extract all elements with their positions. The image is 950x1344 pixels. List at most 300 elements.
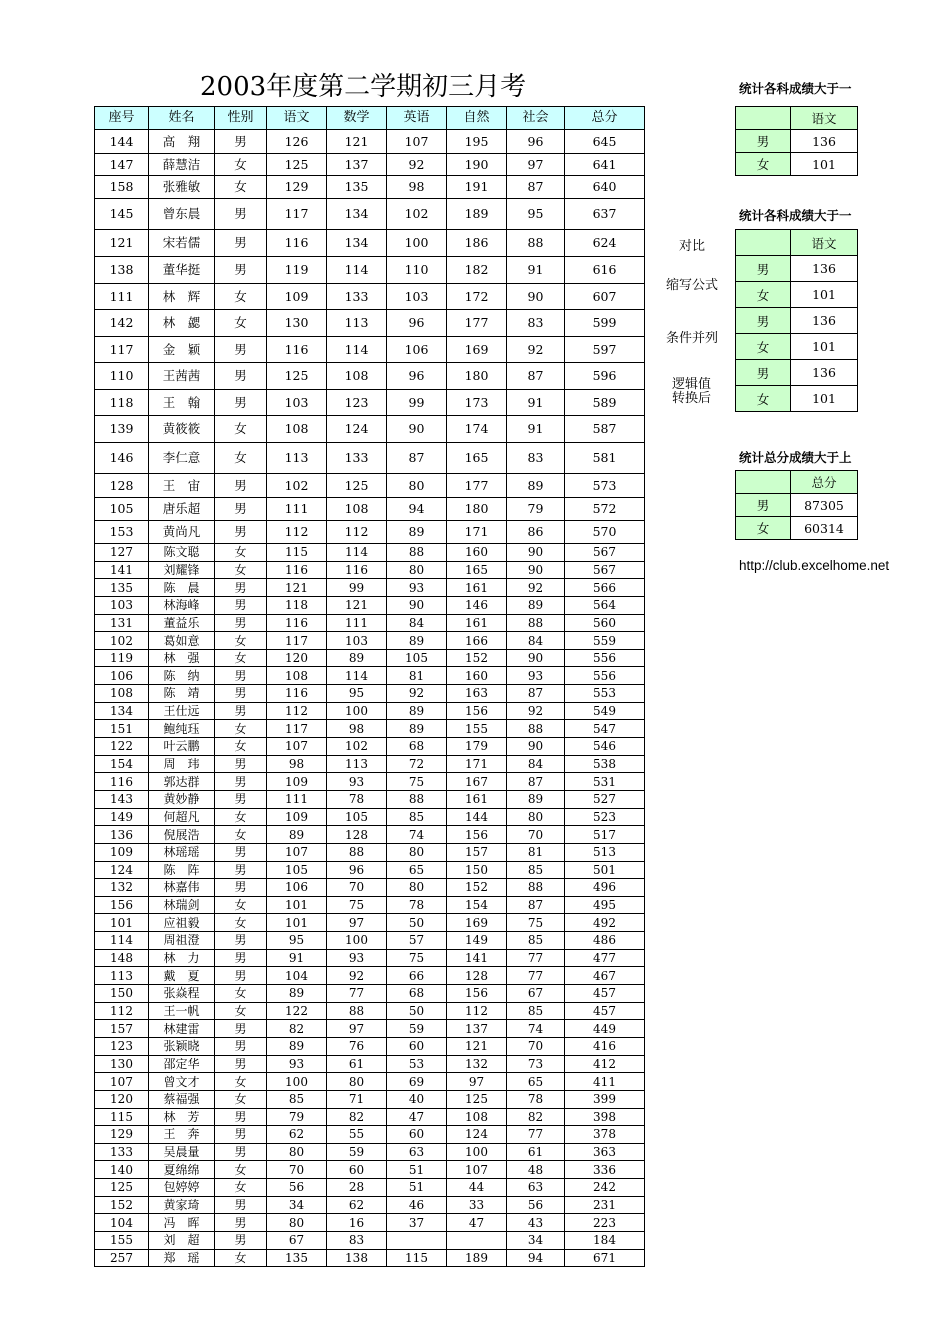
- cell-math[interactable]: 111: [327, 614, 387, 632]
- cell-total[interactable]: 336: [565, 1161, 645, 1179]
- cell-science[interactable]: 107: [447, 1161, 507, 1179]
- cell-total[interactable]: 637: [565, 199, 645, 230]
- cell-math[interactable]: 112: [327, 521, 387, 544]
- cell-chinese[interactable]: 85: [267, 1090, 327, 1108]
- cell-chinese[interactable]: 118: [267, 596, 327, 614]
- cell-seat[interactable]: 122: [95, 738, 149, 756]
- cell-chinese[interactable]: 102: [267, 474, 327, 498]
- cell-english[interactable]: 60: [387, 1037, 447, 1055]
- cell-seat[interactable]: 149: [95, 808, 149, 826]
- cell-english[interactable]: 87: [387, 443, 447, 474]
- cell-name[interactable]: 倪展浩: [149, 826, 215, 844]
- cell-chinese[interactable]: 109: [267, 284, 327, 310]
- cell-chinese[interactable]: 112: [267, 702, 327, 720]
- cell-math[interactable]: 124: [327, 416, 387, 443]
- cell-total[interactable]: 573: [565, 474, 645, 498]
- cell-seat[interactable]: 152: [95, 1196, 149, 1214]
- cell-name[interactable]: 陈 纳: [149, 667, 215, 685]
- cell-math[interactable]: 138: [327, 1249, 387, 1267]
- cell-math[interactable]: 102: [327, 738, 387, 756]
- cell-seat[interactable]: 132: [95, 879, 149, 897]
- cell-math[interactable]: 82: [327, 1108, 387, 1126]
- cell-gender[interactable]: 女: [215, 1073, 267, 1091]
- cell-social[interactable]: 56: [507, 1196, 565, 1214]
- cell-name[interactable]: 邵定华: [149, 1055, 215, 1073]
- cell-name[interactable]: 林嘉伟: [149, 879, 215, 897]
- cell-science[interactable]: 165: [447, 561, 507, 579]
- cell-social[interactable]: 88: [507, 614, 565, 632]
- cell-science[interactable]: 47: [447, 1214, 507, 1232]
- stats1-gender-female[interactable]: 女: [736, 153, 791, 176]
- cell-total[interactable]: 570: [565, 521, 645, 544]
- cell-total[interactable]: 527: [565, 790, 645, 808]
- cell-math[interactable]: 113: [327, 755, 387, 773]
- cell-math[interactable]: 78: [327, 790, 387, 808]
- cell-science[interactable]: 161: [447, 579, 507, 597]
- stats3-gender-male[interactable]: 男: [736, 494, 791, 517]
- cell-english[interactable]: 37: [387, 1214, 447, 1232]
- stats2-gender[interactable]: 女: [736, 386, 791, 412]
- cell-social[interactable]: 77: [507, 1126, 565, 1144]
- cell-math[interactable]: 97: [327, 1020, 387, 1038]
- cell-name[interactable]: 董益乐: [149, 614, 215, 632]
- cell-english[interactable]: 88: [387, 790, 447, 808]
- cell-name[interactable]: 林 力: [149, 949, 215, 967]
- cell-chinese[interactable]: 70: [267, 1161, 327, 1179]
- cell-english[interactable]: 75: [387, 949, 447, 967]
- cell-gender[interactable]: 男: [215, 967, 267, 985]
- cell-seat[interactable]: 153: [95, 521, 149, 544]
- stats1-header[interactable]: 语文: [791, 107, 858, 130]
- cell-name[interactable]: 王 宙: [149, 474, 215, 498]
- cell-total[interactable]: 607: [565, 284, 645, 310]
- cell-science[interactable]: 124: [447, 1126, 507, 1144]
- cell-seat[interactable]: 117: [95, 337, 149, 363]
- cell-english[interactable]: 50: [387, 1002, 447, 1020]
- cell-english[interactable]: 98: [387, 176, 447, 199]
- cell-chinese[interactable]: 111: [267, 498, 327, 521]
- cell-total[interactable]: 223: [565, 1214, 645, 1232]
- stats2-value[interactable]: 136: [791, 308, 858, 334]
- cell-science[interactable]: 146: [447, 596, 507, 614]
- cell-chinese[interactable]: 107: [267, 738, 327, 756]
- cell-english[interactable]: 84: [387, 614, 447, 632]
- cell-science[interactable]: 190: [447, 154, 507, 176]
- cell-english[interactable]: 80: [387, 474, 447, 498]
- cell-social[interactable]: 89: [507, 596, 565, 614]
- cell-gender[interactable]: 男: [215, 1196, 267, 1214]
- cell-name[interactable]: 郑 瑶: [149, 1249, 215, 1267]
- cell-gender[interactable]: 男: [215, 130, 267, 154]
- cell-science[interactable]: 174: [447, 416, 507, 443]
- cell-seat[interactable]: 157: [95, 1020, 149, 1038]
- cell-total[interactable]: 184: [565, 1231, 645, 1249]
- cell-seat[interactable]: 108: [95, 685, 149, 703]
- stats2-gender[interactable]: 女: [736, 282, 791, 308]
- cell-chinese[interactable]: 104: [267, 967, 327, 985]
- cell-gender[interactable]: 男: [215, 843, 267, 861]
- cell-name[interactable]: 林瑞剑: [149, 896, 215, 914]
- cell-seat[interactable]: 145: [95, 199, 149, 230]
- cell-social[interactable]: 89: [507, 790, 565, 808]
- cell-chinese[interactable]: 109: [267, 808, 327, 826]
- cell-science[interactable]: 125: [447, 1090, 507, 1108]
- cell-name[interactable]: 李仁意: [149, 443, 215, 474]
- cell-gender[interactable]: 女: [215, 826, 267, 844]
- cell-chinese[interactable]: 108: [267, 416, 327, 443]
- cell-gender[interactable]: 男: [215, 790, 267, 808]
- cell-name[interactable]: 黄筱筱: [149, 416, 215, 443]
- cell-name[interactable]: 王 翰: [149, 390, 215, 416]
- cell-name[interactable]: 薛慧洁: [149, 154, 215, 176]
- cell-math[interactable]: 134: [327, 230, 387, 257]
- cell-chinese[interactable]: 93: [267, 1055, 327, 1073]
- stats2-value[interactable]: 136: [791, 360, 858, 386]
- cell-seat[interactable]: 118: [95, 390, 149, 416]
- cell-math[interactable]: 16: [327, 1214, 387, 1232]
- cell-social[interactable]: 70: [507, 1037, 565, 1055]
- cell-seat[interactable]: 148: [95, 949, 149, 967]
- cell-social[interactable]: 34: [507, 1231, 565, 1249]
- cell-english[interactable]: 68: [387, 738, 447, 756]
- cell-total[interactable]: 523: [565, 808, 645, 826]
- cell-social[interactable]: 96: [507, 130, 565, 154]
- cell-total[interactable]: 486: [565, 932, 645, 950]
- cell-science[interactable]: 179: [447, 738, 507, 756]
- cell-total[interactable]: 671: [565, 1249, 645, 1267]
- cell-english[interactable]: 69: [387, 1073, 447, 1091]
- cell-social[interactable]: 87: [507, 773, 565, 791]
- cell-social[interactable]: 80: [507, 808, 565, 826]
- cell-english[interactable]: 40: [387, 1090, 447, 1108]
- cell-total[interactable]: 560: [565, 614, 645, 632]
- cell-math[interactable]: 108: [327, 363, 387, 390]
- cell-name[interactable]: 蔡福强: [149, 1090, 215, 1108]
- cell-english[interactable]: 89: [387, 702, 447, 720]
- cell-seat[interactable]: 154: [95, 755, 149, 773]
- cell-seat[interactable]: 119: [95, 649, 149, 667]
- stats1-gender-male[interactable]: 男: [736, 130, 791, 153]
- cell-math[interactable]: 100: [327, 932, 387, 950]
- cell-chinese[interactable]: 116: [267, 685, 327, 703]
- cell-science[interactable]: 108: [447, 1108, 507, 1126]
- cell-name[interactable]: 郭达群: [149, 773, 215, 791]
- cell-science[interactable]: 161: [447, 790, 507, 808]
- cell-science[interactable]: 180: [447, 498, 507, 521]
- cell-math[interactable]: 125: [327, 474, 387, 498]
- stats2-value[interactable]: 101: [791, 386, 858, 412]
- cell-math[interactable]: 123: [327, 390, 387, 416]
- cell-name[interactable]: 高 翔: [149, 130, 215, 154]
- cell-english[interactable]: 50: [387, 914, 447, 932]
- cell-name[interactable]: 吴晨量: [149, 1143, 215, 1161]
- cell-math[interactable]: 88: [327, 843, 387, 861]
- cell-science[interactable]: 167: [447, 773, 507, 791]
- cell-science[interactable]: 154: [447, 896, 507, 914]
- cell-science[interactable]: 160: [447, 544, 507, 562]
- cell-math[interactable]: 114: [327, 337, 387, 363]
- cell-gender[interactable]: 女: [215, 632, 267, 650]
- cell-gender[interactable]: 男: [215, 230, 267, 257]
- cell-chinese[interactable]: 111: [267, 790, 327, 808]
- cell-name[interactable]: 夏绵绵: [149, 1161, 215, 1179]
- cell-total[interactable]: 416: [565, 1037, 645, 1055]
- cell-social[interactable]: 92: [507, 579, 565, 597]
- cell-gender[interactable]: 男: [215, 614, 267, 632]
- cell-english[interactable]: 63: [387, 1143, 447, 1161]
- cell-total[interactable]: 589: [565, 390, 645, 416]
- cell-gender[interactable]: 女: [215, 738, 267, 756]
- cell-gender[interactable]: 男: [215, 1231, 267, 1249]
- cell-science[interactable]: 112: [447, 1002, 507, 1020]
- cell-science[interactable]: 191: [447, 176, 507, 199]
- cell-seat[interactable]: 155: [95, 1231, 149, 1249]
- cell-name[interactable]: 戴 夏: [149, 967, 215, 985]
- cell-english[interactable]: 88: [387, 544, 447, 562]
- cell-social[interactable]: 85: [507, 932, 565, 950]
- cell-chinese[interactable]: 120: [267, 649, 327, 667]
- cell-social[interactable]: 90: [507, 561, 565, 579]
- cell-total[interactable]: 501: [565, 861, 645, 879]
- cell-english[interactable]: 51: [387, 1179, 447, 1197]
- cell-total[interactable]: 556: [565, 649, 645, 667]
- cell-name[interactable]: 张焱程: [149, 985, 215, 1003]
- cell-name[interactable]: 黄妙静: [149, 790, 215, 808]
- cell-total[interactable]: 567: [565, 544, 645, 562]
- cell-social[interactable]: 83: [507, 443, 565, 474]
- cell-math[interactable]: 114: [327, 667, 387, 685]
- cell-gender[interactable]: 女: [215, 1161, 267, 1179]
- cell-english[interactable]: 46: [387, 1196, 447, 1214]
- cell-gender[interactable]: 男: [215, 932, 267, 950]
- cell-english[interactable]: 80: [387, 561, 447, 579]
- header-math[interactable]: 数学: [327, 107, 387, 130]
- cell-seat[interactable]: 120: [95, 1090, 149, 1108]
- cell-total[interactable]: 640: [565, 176, 645, 199]
- cell-total[interactable]: 449: [565, 1020, 645, 1038]
- cell-chinese[interactable]: 67: [267, 1231, 327, 1249]
- cell-math[interactable]: 114: [327, 257, 387, 284]
- cell-english[interactable]: 96: [387, 363, 447, 390]
- cell-math[interactable]: 77: [327, 985, 387, 1003]
- cell-total[interactable]: 559: [565, 632, 645, 650]
- stats1-value-female[interactable]: 101: [791, 153, 858, 176]
- cell-science[interactable]: 152: [447, 879, 507, 897]
- cell-chinese[interactable]: 121: [267, 579, 327, 597]
- cell-gender[interactable]: 男: [215, 257, 267, 284]
- cell-social[interactable]: 67: [507, 985, 565, 1003]
- cell-math[interactable]: 128: [327, 826, 387, 844]
- cell-seat[interactable]: 105: [95, 498, 149, 521]
- cell-total[interactable]: 596: [565, 363, 645, 390]
- cell-name[interactable]: 林瑶瑶: [149, 843, 215, 861]
- header-science[interactable]: 自然: [447, 107, 507, 130]
- cell-gender[interactable]: 女: [215, 985, 267, 1003]
- cell-math[interactable]: 133: [327, 443, 387, 474]
- cell-seat[interactable]: 134: [95, 702, 149, 720]
- cell-english[interactable]: 78: [387, 896, 447, 914]
- cell-gender[interactable]: 男: [215, 521, 267, 544]
- cell-math[interactable]: 96: [327, 861, 387, 879]
- cell-social[interactable]: 73: [507, 1055, 565, 1073]
- cell-total[interactable]: 457: [565, 1002, 645, 1020]
- cell-social[interactable]: 65: [507, 1073, 565, 1091]
- cell-english[interactable]: 102: [387, 199, 447, 230]
- stats3-value-male[interactable]: 87305: [791, 494, 858, 517]
- cell-math[interactable]: 88: [327, 1002, 387, 1020]
- cell-name[interactable]: 陈 阵: [149, 861, 215, 879]
- cell-math[interactable]: 108: [327, 498, 387, 521]
- forum-link[interactable]: http://club.excelhome.net: [739, 558, 890, 573]
- cell-seat[interactable]: 113: [95, 967, 149, 985]
- cell-social[interactable]: 81: [507, 843, 565, 861]
- cell-gender[interactable]: 女: [215, 1002, 267, 1020]
- cell-name[interactable]: 曾文才: [149, 1073, 215, 1091]
- cell-chinese[interactable]: 79: [267, 1108, 327, 1126]
- cell-chinese[interactable]: 115: [267, 544, 327, 562]
- cell-science[interactable]: 189: [447, 199, 507, 230]
- cell-seat[interactable]: 123: [95, 1037, 149, 1055]
- cell-science[interactable]: 97: [447, 1073, 507, 1091]
- cell-math[interactable]: 135: [327, 176, 387, 199]
- cell-total[interactable]: 572: [565, 498, 645, 521]
- cell-english[interactable]: 89: [387, 632, 447, 650]
- cell-gender[interactable]: 女: [215, 914, 267, 932]
- cell-seat[interactable]: 127: [95, 544, 149, 562]
- cell-math[interactable]: 76: [327, 1037, 387, 1055]
- cell-gender[interactable]: 女: [215, 896, 267, 914]
- cell-seat[interactable]: 102: [95, 632, 149, 650]
- cell-chinese[interactable]: 130: [267, 310, 327, 337]
- cell-gender[interactable]: 男: [215, 949, 267, 967]
- cell-chinese[interactable]: 122: [267, 1002, 327, 1020]
- cell-name[interactable]: 曾东晨: [149, 199, 215, 230]
- cell-gender[interactable]: 男: [215, 685, 267, 703]
- cell-seat[interactable]: 129: [95, 1126, 149, 1144]
- cell-english[interactable]: 92: [387, 685, 447, 703]
- cell-social[interactable]: 85: [507, 861, 565, 879]
- cell-science[interactable]: 177: [447, 474, 507, 498]
- cell-social[interactable]: 87: [507, 363, 565, 390]
- cell-english[interactable]: 57: [387, 932, 447, 950]
- cell-math[interactable]: 98: [327, 720, 387, 738]
- cell-math[interactable]: 92: [327, 967, 387, 985]
- cell-social[interactable]: 97: [507, 154, 565, 176]
- cell-name[interactable]: 金 颖: [149, 337, 215, 363]
- cell-social[interactable]: 83: [507, 310, 565, 337]
- stats2-value[interactable]: 136: [791, 256, 858, 282]
- cell-science[interactable]: 169: [447, 337, 507, 363]
- cell-name[interactable]: 何超凡: [149, 808, 215, 826]
- cell-chinese[interactable]: 116: [267, 561, 327, 579]
- stats3-gender-female[interactable]: 女: [736, 517, 791, 540]
- cell-math[interactable]: 70: [327, 879, 387, 897]
- cell-gender[interactable]: 女: [215, 720, 267, 738]
- cell-name[interactable]: 冯 晖: [149, 1214, 215, 1232]
- cell-gender[interactable]: 女: [215, 1179, 267, 1197]
- cell-chinese[interactable]: 125: [267, 363, 327, 390]
- cell-science[interactable]: 128: [447, 967, 507, 985]
- cell-social[interactable]: 63: [507, 1179, 565, 1197]
- cell-chinese[interactable]: 117: [267, 720, 327, 738]
- cell-science[interactable]: 33: [447, 1196, 507, 1214]
- cell-social[interactable]: 74: [507, 1020, 565, 1038]
- cell-social[interactable]: 82: [507, 1108, 565, 1126]
- cell-total[interactable]: 581: [565, 443, 645, 474]
- cell-name[interactable]: 黄家琦: [149, 1196, 215, 1214]
- cell-seat[interactable]: 143: [95, 790, 149, 808]
- cell-science[interactable]: 189: [447, 1249, 507, 1267]
- cell-english[interactable]: 59: [387, 1020, 447, 1038]
- stats3-value-female[interactable]: 60314: [791, 517, 858, 540]
- cell-math[interactable]: 114: [327, 544, 387, 562]
- cell-seat[interactable]: 136: [95, 826, 149, 844]
- cell-seat[interactable]: 106: [95, 667, 149, 685]
- cell-total[interactable]: 477: [565, 949, 645, 967]
- cell-social[interactable]: 78: [507, 1090, 565, 1108]
- stats3-corner[interactable]: [736, 471, 791, 494]
- cell-social[interactable]: 84: [507, 632, 565, 650]
- cell-chinese[interactable]: 126: [267, 130, 327, 154]
- header-seat[interactable]: 座号: [95, 107, 149, 130]
- cell-gender[interactable]: 男: [215, 861, 267, 879]
- cell-name[interactable]: 周祖澄: [149, 932, 215, 950]
- cell-name[interactable]: 黄尚凡: [149, 521, 215, 544]
- cell-social[interactable]: 90: [507, 738, 565, 756]
- cell-social[interactable]: 87: [507, 176, 565, 199]
- cell-english[interactable]: 90: [387, 596, 447, 614]
- cell-chinese[interactable]: 119: [267, 257, 327, 284]
- cell-total[interactable]: 549: [565, 702, 645, 720]
- cell-social[interactable]: 79: [507, 498, 565, 521]
- cell-english[interactable]: 47: [387, 1108, 447, 1126]
- cell-gender[interactable]: 男: [215, 199, 267, 230]
- cell-seat[interactable]: 131: [95, 614, 149, 632]
- cell-english[interactable]: 81: [387, 667, 447, 685]
- cell-chinese[interactable]: 101: [267, 896, 327, 914]
- cell-chinese[interactable]: 108: [267, 667, 327, 685]
- cell-math[interactable]: 59: [327, 1143, 387, 1161]
- cell-name[interactable]: 周 玮: [149, 755, 215, 773]
- cell-seat[interactable]: 121: [95, 230, 149, 257]
- cell-gender[interactable]: 女: [215, 443, 267, 474]
- cell-total[interactable]: 538: [565, 755, 645, 773]
- cell-science[interactable]: 171: [447, 521, 507, 544]
- cell-name[interactable]: 刘耀锋: [149, 561, 215, 579]
- cell-gender[interactable]: 女: [215, 1090, 267, 1108]
- cell-chinese[interactable]: 98: [267, 755, 327, 773]
- cell-social[interactable]: 84: [507, 755, 565, 773]
- cell-gender[interactable]: 男: [215, 1037, 267, 1055]
- cell-gender[interactable]: 女: [215, 154, 267, 176]
- cell-math[interactable]: 97: [327, 914, 387, 932]
- cell-name[interactable]: 应祖毅: [149, 914, 215, 932]
- cell-total[interactable]: 411: [565, 1073, 645, 1091]
- cell-science[interactable]: 132: [447, 1055, 507, 1073]
- cell-math[interactable]: 62: [327, 1196, 387, 1214]
- cell-math[interactable]: 100: [327, 702, 387, 720]
- cell-gender[interactable]: 女: [215, 649, 267, 667]
- cell-science[interactable]: 166: [447, 632, 507, 650]
- cell-gender[interactable]: 男: [215, 337, 267, 363]
- cell-gender[interactable]: 女: [215, 561, 267, 579]
- cell-gender[interactable]: 男: [215, 1143, 267, 1161]
- cell-math[interactable]: 60: [327, 1161, 387, 1179]
- cell-gender[interactable]: 女: [215, 416, 267, 443]
- cell-math[interactable]: 71: [327, 1090, 387, 1108]
- cell-seat[interactable]: 139: [95, 416, 149, 443]
- cell-science[interactable]: 157: [447, 843, 507, 861]
